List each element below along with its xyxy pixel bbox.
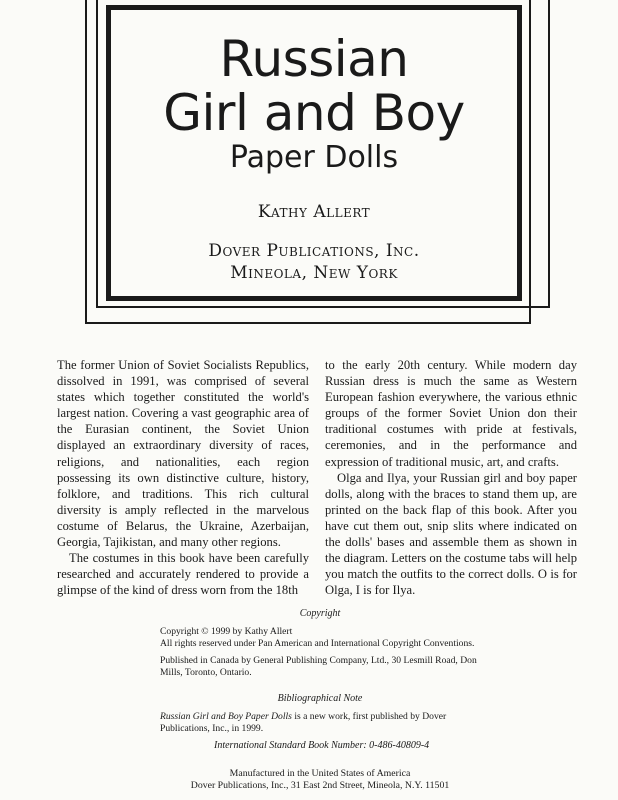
- copyright-block: [160, 608, 480, 735]
- book-title-line2: Girl and Boy: [163, 84, 465, 142]
- rights-reserved: All rights reserved under Pan American and International Copyright Conventions.: [160, 638, 475, 649]
- intro-text: [57, 357, 577, 598]
- intro-paragraph: The former Union of Soviet Socialists Republics, dissolved in 1991, was comprised of several states which together constituted the world's largest nation. Covering a vast geographic area of the Eurasian continent, the Soviet Union displayed an extraordinary diversity of races, religions, and nationalities, each region possessing its own distinctive culture, history, folklore, and traditions. This rich cultural diversity is amply reflected in the marvelous costume of Belarus, the Ukraine, Azerbaijan, Georgia, Tajikistan, and many other regions.: [57, 358, 309, 550]
- intro-paragraph: The costumes in this book have been carefully researched and accurately rendered to provide a glimpse of the kind of dress worn from the 18th: [57, 551, 309, 598]
- author-name: Kathy Allert: [257, 202, 371, 222]
- book-title-line1: Russian: [219, 30, 409, 88]
- isbn: International Standard Book Number: 0-486-40809-4: [214, 740, 430, 751]
- bibliographical-text: is a new work, first published by Dover Publications, Inc., in 1999.: [160, 711, 447, 734]
- intro-column-left: [57, 357, 309, 598]
- intro-paragraph: Olga and Ilya, your Russian girl and boy paper dolls, along with the braces to stand them up, are printed on the back flap of this book. After you have cut them out, snip slits where indicated on the dolls' bases and assemble them as shown in the diagram. Letters on the costume tabs will help you match the outfits to the correct dolls. O is for Olga, I is for Ilya.: [325, 470, 577, 598]
- publisher: [111, 240, 517, 284]
- bibliographical-title: Russian Girl and Boy Paper Dolls: [160, 711, 292, 722]
- title-frame: [106, 5, 522, 301]
- intro-column-right: [325, 357, 577, 598]
- bibliographical-heading: Bibliographical Note: [277, 693, 363, 704]
- bibliographical-note: [160, 711, 480, 735]
- copyright-heading: Copyright: [299, 608, 341, 619]
- book-subtitle: Paper Dolls: [229, 140, 399, 175]
- copyright-notice: Copyright © 1999 by Kathy Allert: [160, 626, 293, 637]
- publisher-address: Dover Publications, Inc., 31 East 2nd Street, Mineola, N.Y. 11501: [190, 779, 450, 791]
- publisher-location: Mineola, New York: [230, 263, 398, 283]
- intro-paragraph: to the early 20th century. While modern day Russian dress is much the same as Western European fashion everywhere, the various ethnic groups of the former Soviet Union don their traditional costumes with pride at festivals, ceremonies, and in the performance and expression of traditional music, art, and crafts.: [325, 358, 577, 469]
- publisher-name: Dover Publications, Inc.: [208, 241, 420, 261]
- manufactured-in: Manufactured in the United States of America: [229, 768, 411, 779]
- manufacture-info: [160, 768, 480, 791]
- canada-publishing: Published in Canada by General Publishing Company, Ltd., 30 Lesmill Road, Don Mills, Toronto, Ontario.: [160, 655, 477, 678]
